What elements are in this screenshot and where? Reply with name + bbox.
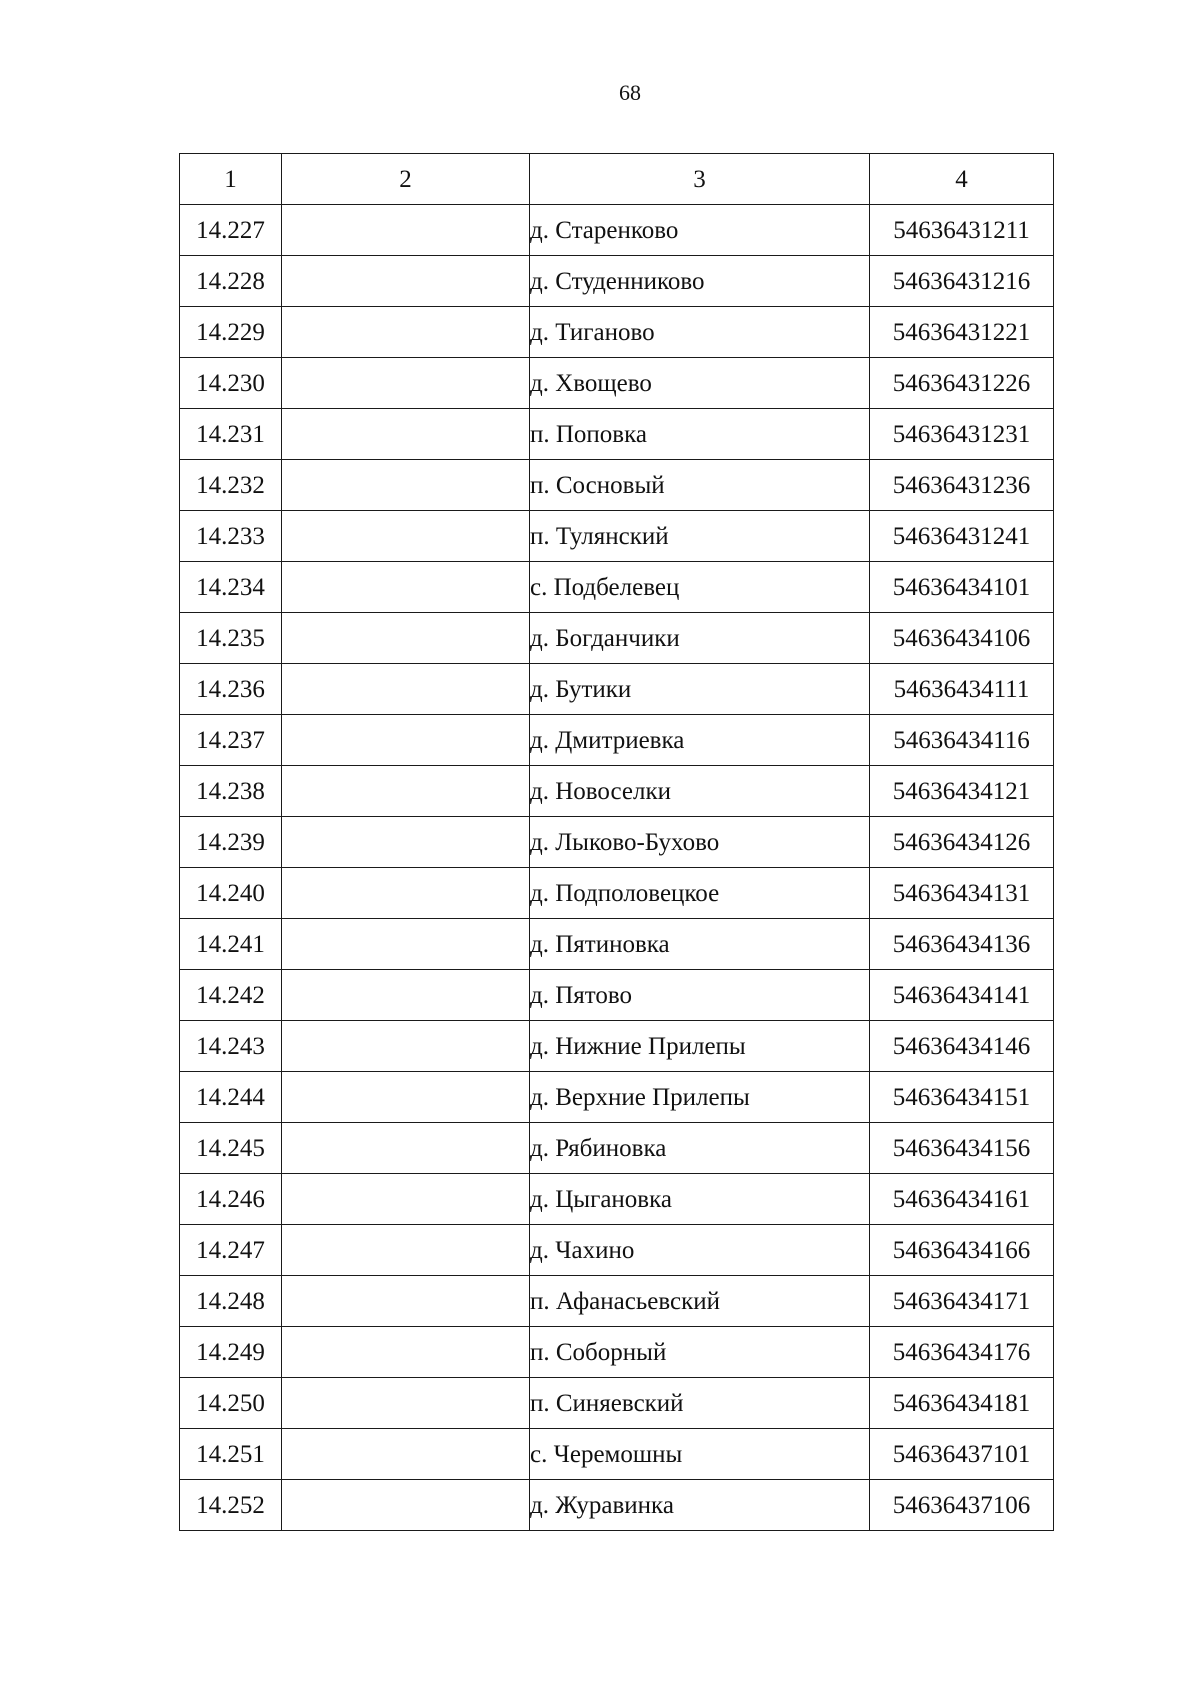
page-number: 68 [619, 80, 641, 105]
oktmo-code-cell: 54636431221 [870, 307, 1054, 358]
table-row [180, 1429, 1054, 1480]
settlement-name-cell: п. Синяевский [530, 1378, 870, 1429]
oktmo-code-cell: 54636434136 [870, 919, 1054, 970]
table-row [180, 511, 1054, 562]
col2-cell [282, 868, 530, 919]
table-row [180, 460, 1054, 511]
oktmo-code-cell: 54636434131 [870, 868, 1054, 919]
row-number-cell: 14.227 [180, 205, 282, 256]
row-number-cell: 14.240 [180, 868, 282, 919]
header-col-2: 2 [282, 154, 530, 205]
table-row [180, 1225, 1054, 1276]
oktmo-code-cell: 54636437106 [870, 1480, 1054, 1531]
row-number-cell: 14.229 [180, 307, 282, 358]
oktmo-code-cell: 54636434126 [870, 817, 1054, 868]
table-row [180, 1072, 1054, 1123]
col2-cell [282, 1480, 530, 1531]
row-number-cell: 14.231 [180, 409, 282, 460]
settlement-name-cell: д. Нижние Прилепы [530, 1021, 870, 1072]
col2-cell [282, 1378, 530, 1429]
settlement-name-cell: д. Новоселки [530, 766, 870, 817]
table-row [180, 409, 1054, 460]
col2-cell [282, 1174, 530, 1225]
col2-cell [282, 1021, 530, 1072]
table-row [180, 1480, 1054, 1531]
oktmo-code-cell: 54636434156 [870, 1123, 1054, 1174]
row-number-cell: 14.251 [180, 1429, 282, 1480]
oktmo-code-cell: 54636434111 [870, 664, 1054, 715]
col2-cell [282, 1072, 530, 1123]
row-number-cell: 14.248 [180, 1276, 282, 1327]
oktmo-code-cell: 54636434171 [870, 1276, 1054, 1327]
settlement-name-cell: п. Соборный [530, 1327, 870, 1378]
oktmo-code-cell: 54636431226 [870, 358, 1054, 409]
settlement-name-cell: п. Сосновый [530, 460, 870, 511]
oktmo-code-cell: 54636434151 [870, 1072, 1054, 1123]
settlement-name-cell: д. Журавинка [530, 1480, 870, 1531]
oktmo-code-cell: 54636434116 [870, 715, 1054, 766]
row-number-cell: 14.242 [180, 970, 282, 1021]
col2-cell [282, 511, 530, 562]
col2-cell [282, 1123, 530, 1174]
col2-cell [282, 307, 530, 358]
row-number-cell: 14.232 [180, 460, 282, 511]
header-col-4: 4 [870, 154, 1054, 205]
settlement-name-cell: д. Чахино [530, 1225, 870, 1276]
oktmo-code-cell: 54636437101 [870, 1429, 1054, 1480]
settlement-name-cell: д. Пятово [530, 970, 870, 1021]
table-row [180, 715, 1054, 766]
col2-cell [282, 715, 530, 766]
row-number-cell: 14.233 [180, 511, 282, 562]
oktmo-code-cell: 54636434176 [870, 1327, 1054, 1378]
settlement-name-cell: д. Подполовецкое [530, 868, 870, 919]
col2-cell [282, 1327, 530, 1378]
table-row [180, 256, 1054, 307]
settlement-name-cell: д. Богданчики [530, 613, 870, 664]
table-row [180, 817, 1054, 868]
col2-cell [282, 664, 530, 715]
header-col-1: 1 [180, 154, 282, 205]
row-number-cell: 14.250 [180, 1378, 282, 1429]
row-number-cell: 14.239 [180, 817, 282, 868]
table-row [180, 613, 1054, 664]
table-row [180, 1174, 1054, 1225]
row-number-cell: 14.245 [180, 1123, 282, 1174]
settlement-name-cell: д. Дмитриевка [530, 715, 870, 766]
col2-cell [282, 1429, 530, 1480]
table-body [180, 205, 1054, 1531]
table-row [180, 919, 1054, 970]
settlement-name-cell: д. Бутики [530, 664, 870, 715]
settlement-name-cell: д. Цыгановка [530, 1174, 870, 1225]
col2-cell [282, 1225, 530, 1276]
row-number-cell: 14.247 [180, 1225, 282, 1276]
col2-cell [282, 817, 530, 868]
settlement-name-cell: д. Старенково [530, 205, 870, 256]
table-row [180, 358, 1054, 409]
settlement-name-cell: п. Поповка [530, 409, 870, 460]
table-header-row [180, 154, 1054, 205]
row-number-cell: 14.246 [180, 1174, 282, 1225]
settlement-name-cell: д. Пятиновка [530, 919, 870, 970]
oktmo-code-cell: 54636434146 [870, 1021, 1054, 1072]
settlement-name-cell: д. Верхние Прилепы [530, 1072, 870, 1123]
oktmo-code-cell: 54636431236 [870, 460, 1054, 511]
row-number-cell: 14.252 [180, 1480, 282, 1531]
col2-cell [282, 613, 530, 664]
col2-cell [282, 766, 530, 817]
table-row [180, 205, 1054, 256]
settlement-name-cell: п. Тулянский [530, 511, 870, 562]
row-number-cell: 14.230 [180, 358, 282, 409]
table-row [180, 1021, 1054, 1072]
col2-cell [282, 256, 530, 307]
oktmo-code-cell: 54636434161 [870, 1174, 1054, 1225]
col2-cell [282, 919, 530, 970]
col2-cell [282, 1276, 530, 1327]
table-row [180, 1378, 1054, 1429]
settlement-name-cell: д. Хвощево [530, 358, 870, 409]
row-number-cell: 14.238 [180, 766, 282, 817]
row-number-cell: 14.234 [180, 562, 282, 613]
header-col-3: 3 [530, 154, 870, 205]
oktmo-code-cell: 54636431216 [870, 256, 1054, 307]
settlements-table [179, 153, 1054, 1531]
oktmo-code-cell: 54636431241 [870, 511, 1054, 562]
oktmo-code-cell: 54636434106 [870, 613, 1054, 664]
table-row [180, 970, 1054, 1021]
table-row [180, 562, 1054, 613]
settlement-name-cell: д. Лыково-Бухово [530, 817, 870, 868]
row-number-cell: 14.237 [180, 715, 282, 766]
col2-cell [282, 970, 530, 1021]
table-row [180, 307, 1054, 358]
row-number-cell: 14.228 [180, 256, 282, 307]
col2-cell [282, 205, 530, 256]
row-number-cell: 14.241 [180, 919, 282, 970]
row-number-cell: 14.236 [180, 664, 282, 715]
row-number-cell: 14.235 [180, 613, 282, 664]
table-row [180, 664, 1054, 715]
settlement-name-cell: с. Черемошны [530, 1429, 870, 1480]
settlement-name-cell: д. Рябиновка [530, 1123, 870, 1174]
col2-cell [282, 562, 530, 613]
oktmo-code-cell: 54636434101 [870, 562, 1054, 613]
col2-cell [282, 460, 530, 511]
settlement-name-cell: п. Афанасьевский [530, 1276, 870, 1327]
settlement-name-cell: д. Студенниково [530, 256, 870, 307]
oktmo-code-cell: 54636434121 [870, 766, 1054, 817]
settlement-name-cell: д. Тиганово [530, 307, 870, 358]
oktmo-code-cell: 54636434181 [870, 1378, 1054, 1429]
row-number-cell: 14.249 [180, 1327, 282, 1378]
row-number-cell: 14.244 [180, 1072, 282, 1123]
col2-cell [282, 358, 530, 409]
table-row [180, 1327, 1054, 1378]
row-number-cell: 14.243 [180, 1021, 282, 1072]
oktmo-code-cell: 54636431231 [870, 409, 1054, 460]
table-row [180, 1276, 1054, 1327]
table-row [180, 1123, 1054, 1174]
oktmo-code-cell: 54636431211 [870, 205, 1054, 256]
col2-cell [282, 409, 530, 460]
table-row [180, 766, 1054, 817]
oktmo-code-cell: 54636434141 [870, 970, 1054, 1021]
oktmo-code-cell: 54636434166 [870, 1225, 1054, 1276]
table-row [180, 868, 1054, 919]
settlement-name-cell: с. Подбелевец [530, 562, 870, 613]
